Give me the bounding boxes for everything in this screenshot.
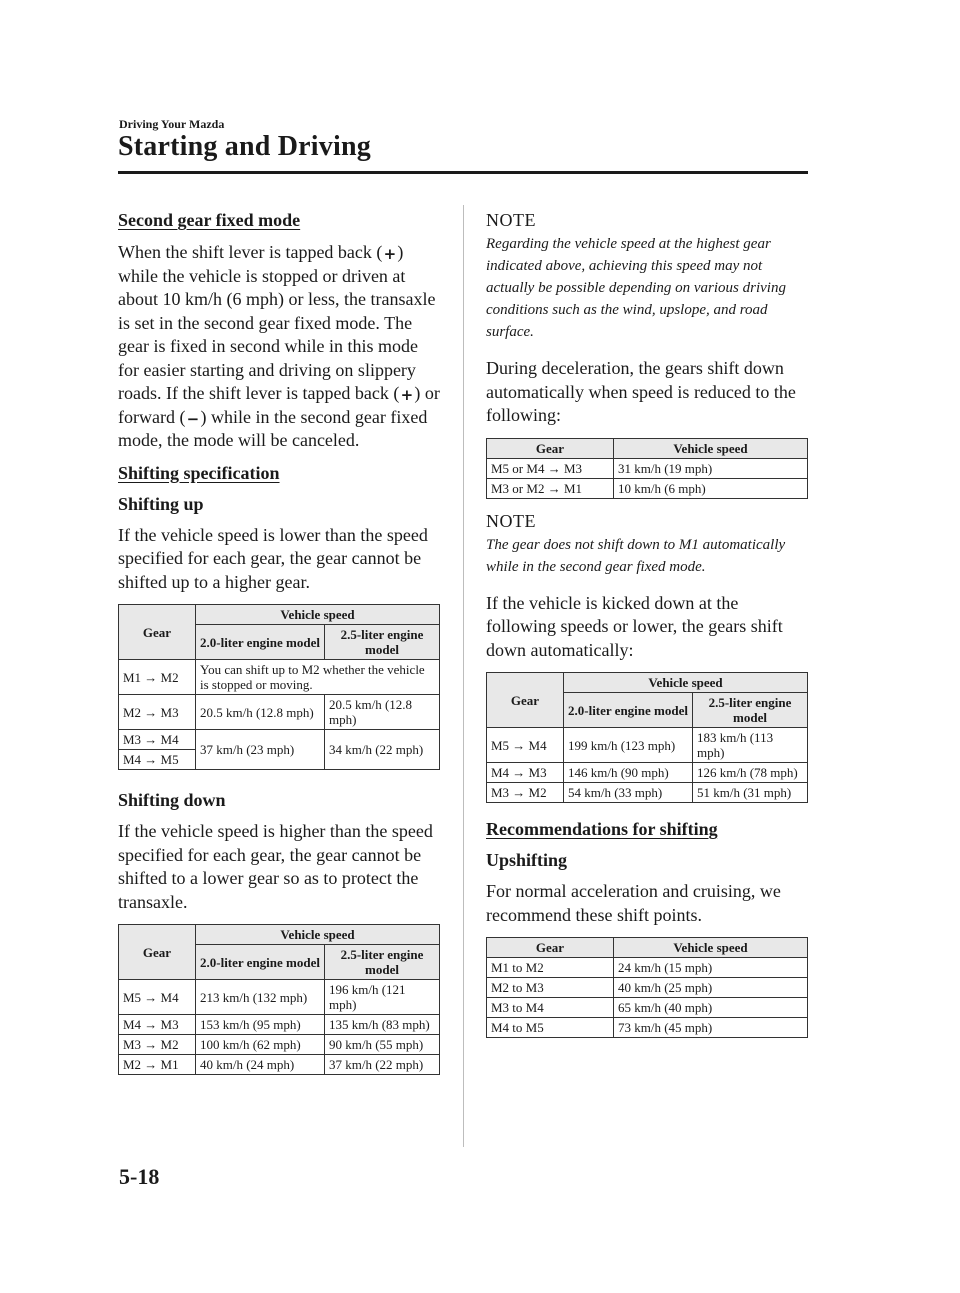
table-row: M2 to M3 40 km/h (25 mph) (487, 978, 808, 998)
table-row: M4 → M3 153 km/h (95 mph) 135 km/h (83 mph) (119, 1015, 440, 1035)
table-header: 2.5-liter engine model (325, 625, 440, 660)
table-row: M4 to M5 73 km/h (45 mph) (487, 1018, 808, 1038)
table-header: 2.0-liter engine model (196, 625, 325, 660)
second-gear-paragraph: When the shift lever is tapped back (+) while the vehicle is stopped or driven at about 10 km/h (6 mph) or less, the transaxle is set in the second gear fixed mode. The gear is fixed in second while in this mode for easier starting and driving on slippery roads. If the shift lever is tapped back (+) or forward (−) while in the second gear fixed mode, the mode will be canceled. (118, 242, 440, 450)
kickdown-paragraph: If the vehicle is kicked down at the following speeds or lower, the gears shift down automatically: (486, 592, 783, 660)
table-header: Gear (119, 925, 196, 980)
table-header: Gear (487, 673, 564, 728)
header-rule (118, 171, 808, 174)
table-header: 2.0-liter engine model (196, 945, 325, 980)
table-row: M3 → M2 54 km/h (33 mph) 51 km/h (31 mph) (487, 783, 808, 803)
kickdown-table (486, 672, 808, 803)
table-row: M2 → M3 20.5 km/h (12.8 mph) 20.5 km/h (12.8 mph) (119, 695, 440, 730)
table-row: M3 → M2 100 km/h (62 mph) 90 km/h (55 mph) (119, 1035, 440, 1055)
minus-symbol-icon: − (186, 409, 200, 428)
table-header: Gear (487, 438, 614, 458)
table-row: M3 or M2 → M1 10 km/h (6 mph) (487, 478, 808, 498)
shifting-spec-heading: Shifting specification (118, 462, 280, 483)
note-text: The gear does not shift down to M1 automatically while in the second gear fixed mode. (486, 536, 786, 575)
table-header: 2.5-liter engine model (325, 945, 440, 980)
table-row: M5 → M4 199 km/h (123 mph) 183 km/h (113 mph) (487, 728, 808, 763)
column-divider (463, 205, 464, 1147)
table-header: Vehicle speed (614, 438, 808, 458)
shifting-up-paragraph: If the vehicle speed is lower than the speed specified for each gear, the gear cannot be shifted up to a higher gear. (118, 524, 428, 592)
table-row: M3 → M4 37 km/h (23 mph) 34 km/h (22 mph) (119, 730, 440, 750)
table-header: Vehicle speed (196, 605, 440, 625)
shifting-down-table (118, 924, 440, 1075)
note-text: Regarding the vehicle speed at the highest gear indicated above, achieving this speed may not actually be possible depending on various driving conditions such as the wind, upslope, and road surface. (486, 236, 786, 340)
table-row: M5 → M4 213 km/h (132 mph) 196 km/h (121 mph) (119, 980, 440, 1015)
table-header: Vehicle speed (564, 673, 808, 693)
note-heading: NOTE (486, 210, 536, 230)
shifting-down-paragraph: If the vehicle speed is higher than the speed specified for each gear, the gear cannot be shifted to a lower gear so as to protect the transaxle. (118, 821, 433, 912)
plus-symbol-icon: + (400, 386, 414, 404)
table-row: M1 → M2 You can shift up to M2 whether the vehicle is stopped or moving. (119, 660, 440, 695)
left-column (118, 210, 440, 1087)
table-header: Gear (119, 605, 196, 660)
recommendations-heading: Recommendations for shifting (486, 819, 718, 839)
note-heading: NOTE (486, 510, 536, 531)
table-header: Gear (487, 938, 614, 958)
shifting-down-heading: Shifting down (118, 790, 226, 810)
upshifting-heading: Upshifting (486, 850, 568, 870)
table-row: M2 → M1 40 km/h (24 mph) 37 km/h (22 mph) (119, 1055, 440, 1075)
deceleration-table (486, 438, 808, 499)
table-row: M4 → M3 146 km/h (90 mph) 126 km/h (78 mph) (487, 763, 808, 783)
plus-symbol-icon: + (383, 245, 397, 263)
table-header: Vehicle speed (614, 938, 808, 958)
table-header: 2.0-liter engine model (564, 693, 693, 728)
table-row: M1 to M2 24 km/h (15 mph) (487, 958, 808, 978)
deceleration-paragraph: During deceleration, the gears shift down automatically when speed is reduced to the following: (486, 358, 796, 425)
page-number: 5-18 (119, 1164, 160, 1189)
table-header: Vehicle speed (196, 925, 440, 945)
table-row: M3 to M4 65 km/h (40 mph) (487, 998, 808, 1018)
section-label: Driving Your Mazda (119, 117, 225, 131)
chapter-title: Starting and Driving (118, 131, 371, 162)
table-header: 2.5-liter engine model (693, 693, 808, 728)
right-column (486, 210, 808, 1050)
upshifting-paragraph: For normal acceleration and cruising, we recommend these shift points. (486, 881, 781, 925)
second-gear-heading: Second gear fixed mode (118, 210, 301, 230)
table-row: M5 or M4 → M3 31 km/h (19 mph) (487, 458, 808, 478)
shifting-up-heading: Shifting up (118, 493, 204, 514)
table-row: M4 → M5 (119, 750, 440, 770)
upshifting-table (486, 937, 808, 1038)
shifting-up-table (118, 604, 440, 770)
